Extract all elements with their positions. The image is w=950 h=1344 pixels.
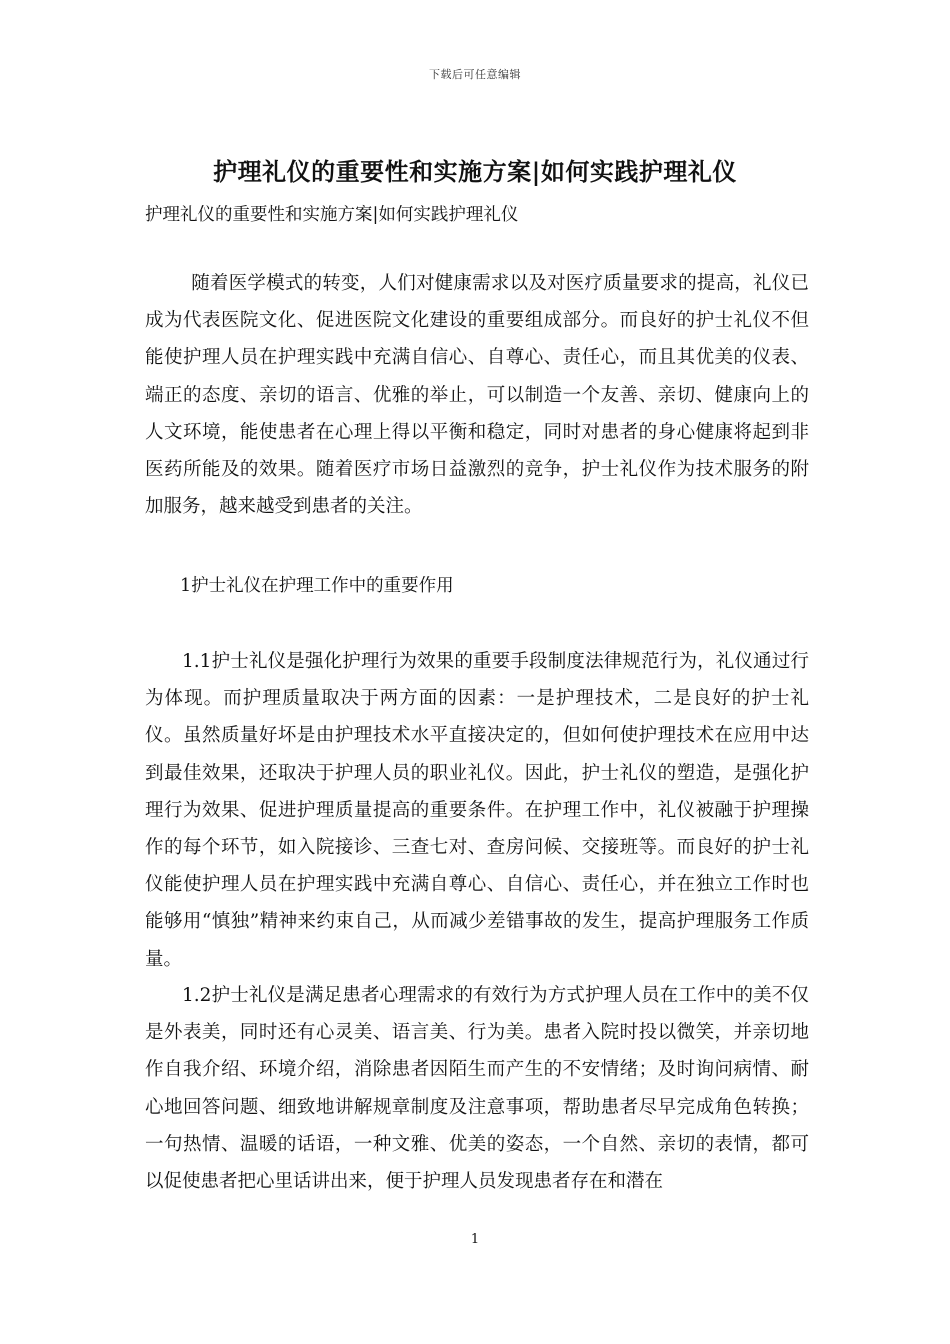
section-1-2-paragraph: 1.2护士礼仪是满足患者心理需求的有效行为方式护理人员在工作中的美不仅是外表美，同时还有心灵美、语言美、行为美。患者入院时投以微笑，并亲切地作自我介绍、环境介绍，消除患者因陌生而产生的不安情绪；及时询问病情、耐心地回答问题、细致地讲解规章制度及注意事项，帮助患者尽早完成角色转换；一句热情、温暖的话语，一种文雅、优美的姿态，一个自然、亲切的表情，都可以促使患者把心里话讲出来，便于护理人员发现患者存在和潜在: [145, 985, 809, 1193]
intro-paragraph: 随着医学模式的转变，人们对健康需求以及对医疗质量要求的提高，礼仪已成为代表医院文化、促进医院文化建设的重要组成部分。而良好的护士礼仪不但能使护理人员在护理实践中充满自信心、自尊心、责任心，而且其优美的仪表、端正的态度、亲切的语言、优雅的举止，可以制造一个友善、亲切、健康向上的人文环境，能使患者在心理上得以平衡和稳定，同时对患者的身心健康将起到非医药所能及的效果。随着医疗市场日益激烈的竞争，护士礼仪作为技术服务的附加服务，越来越受到患者的关注。: [145, 273, 809, 518]
section-1-1-paragraph: 1.1护士礼仪是强化护理行为效果的重要手段制度法律规范行为，礼仪通过行为体现。而护理质量取决于两方面的因素：一是护理技术，二是良好的护士礼仪。虽然质量好坏是由护理技术水平直接决定的，但如何使护理技术在应用中达到最佳效果，还取决于护理人员的职业礼仪。因此，护士礼仪的塑造，是强化护理行为效果、促进护理质量提高的重要条件。在护理工作中，礼仪被融于护理操作的每个环节，如入院接诊、三查七对、查房问候、交接班等。而良好的护士礼仪能使护理人员在护理实践中充满自尊心、自信心、责任心，并在独立工作时也能够用“慎独”精神来约束自己，从而减少差错事故的发生，提高护理服务工作质量。: [145, 651, 809, 970]
document-subtitle: 护理礼仪的重要性和实施方案|如何实践护理礼仪: [145, 205, 519, 225]
header-note: 下载后可任意编辑: [429, 68, 521, 81]
document-title: 护理礼仪的重要性和实施方案|如何实践护理礼仪: [213, 157, 737, 186]
section-heading: 1护士礼仪在护理工作中的重要作用: [180, 576, 454, 596]
page-number: 1: [470, 1232, 480, 1247]
